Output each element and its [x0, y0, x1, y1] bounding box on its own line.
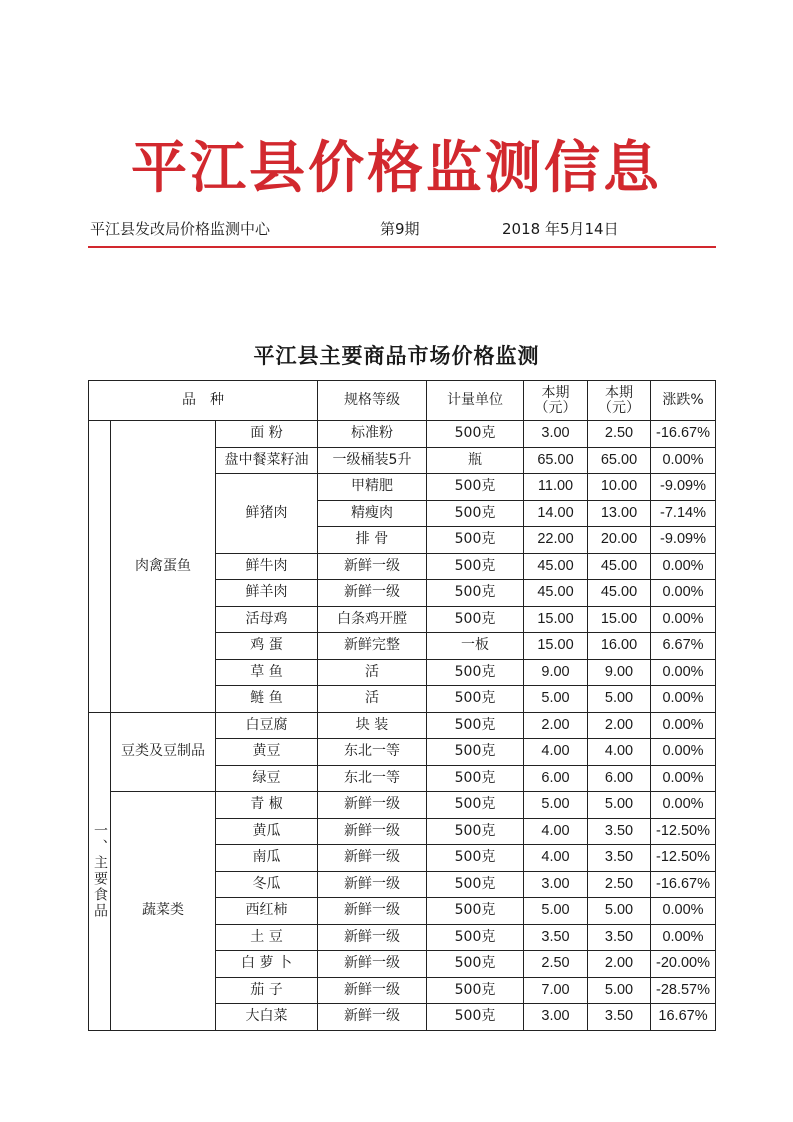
change-cell: -20.00%: [651, 951, 716, 978]
previous-price-cell: 16.00: [588, 633, 651, 660]
current-price-cell: 9.00: [524, 659, 588, 686]
previous-price-cell: 2.00: [588, 951, 651, 978]
unit-cell: 500克: [427, 924, 524, 951]
item-name-cell: 鲜羊肉: [216, 580, 318, 607]
unit-cell: 500克: [427, 845, 524, 872]
current-price-cell: 4.00: [524, 845, 588, 872]
red-divider: [88, 246, 716, 248]
spec-cell: 排 骨: [318, 527, 427, 554]
current-price-cell: 14.00: [524, 500, 588, 527]
current-price-cell: 2.50: [524, 951, 588, 978]
unit-cell: 500克: [427, 871, 524, 898]
spec-cell: 活: [318, 686, 427, 713]
masthead-title: 平江县价格监测信息: [131, 135, 662, 201]
table-body: [89, 421, 716, 1031]
previous-price-cell: 45.00: [588, 553, 651, 580]
item-name-cell: 鲜猪肉: [216, 474, 318, 554]
item-name-cell: 鲢 鱼: [216, 686, 318, 713]
unit-cell: 500克: [427, 500, 524, 527]
change-cell: 0.00%: [651, 792, 716, 819]
previous-price-cell: 5.00: [588, 898, 651, 925]
unit-cell: 500克: [427, 977, 524, 1004]
spec-cell: 甲精肥: [318, 474, 427, 501]
item-name-cell: 南瓜: [216, 845, 318, 872]
spec-cell: 新鲜一级: [318, 977, 427, 1004]
current-price-cell: 5.00: [524, 686, 588, 713]
previous-price-cell: 13.00: [588, 500, 651, 527]
change-cell: -9.09%: [651, 527, 716, 554]
category-cell: 蔬菜类: [111, 792, 216, 1031]
unit-cell: 500克: [427, 1004, 524, 1031]
unit-cell: 500克: [427, 951, 524, 978]
item-name-cell: 黄瓜: [216, 818, 318, 845]
issue-number: 第9期: [380, 220, 420, 238]
previous-price-cell: 2.50: [588, 421, 651, 448]
section-cell: [89, 712, 111, 1030]
previous-price-cell: 2.00: [588, 712, 651, 739]
spec-cell: 新鲜一级: [318, 1004, 427, 1031]
change-cell: 16.67%: [651, 1004, 716, 1031]
spec-cell: 新鲜一级: [318, 792, 427, 819]
spec-cell: 新鲜一级: [318, 845, 427, 872]
current-price-cell: 45.00: [524, 553, 588, 580]
header-change: 涨跌%: [651, 381, 716, 421]
table-row: [89, 712, 716, 739]
spec-cell: 新鲜一级: [318, 818, 427, 845]
change-cell: -16.67%: [651, 871, 716, 898]
section-label: 一、主要食品: [92, 823, 108, 919]
current-price-cell: 6.00: [524, 765, 588, 792]
unit-cell: 500克: [427, 659, 524, 686]
change-cell: -12.50%: [651, 845, 716, 872]
spec-cell: 新鲜一级: [318, 898, 427, 925]
previous-price-cell: 6.00: [588, 765, 651, 792]
header-variety: 品 种: [89, 381, 318, 421]
category-cell: 豆类及豆制品: [111, 712, 216, 792]
table-header-row: [89, 381, 716, 421]
table-row: [89, 421, 716, 448]
change-cell: 0.00%: [651, 924, 716, 951]
unit-cell: 500克: [427, 712, 524, 739]
item-name-cell: 土 豆: [216, 924, 318, 951]
unit-cell: 500克: [427, 527, 524, 554]
change-cell: 0.00%: [651, 580, 716, 607]
item-name-cell: 白 萝 卜: [216, 951, 318, 978]
item-name-cell: 面 粉: [216, 421, 318, 448]
current-price-cell: 15.00: [524, 633, 588, 660]
unit-cell: 500克: [427, 898, 524, 925]
current-price-cell: 3.00: [524, 871, 588, 898]
spec-cell: 块 装: [318, 712, 427, 739]
change-cell: 0.00%: [651, 447, 716, 474]
current-price-cell: 2.00: [524, 712, 588, 739]
item-name-cell: 西红柿: [216, 898, 318, 925]
issue-date: 2018 年5月14日: [502, 220, 619, 238]
item-name-cell: 青 椒: [216, 792, 318, 819]
previous-price-cell: 2.50: [588, 871, 651, 898]
item-name-cell: 草 鱼: [216, 659, 318, 686]
issuing-org: 平江县发改局价格监测中心: [90, 220, 271, 238]
spec-cell: 新鲜一级: [318, 580, 427, 607]
unit-cell: 500克: [427, 421, 524, 448]
unit-cell: 500克: [427, 739, 524, 766]
item-name-cell: 鲜牛肉: [216, 553, 318, 580]
previous-price-cell: 5.00: [588, 792, 651, 819]
previous-price-cell: 9.00: [588, 659, 651, 686]
item-name-cell: 绿豆: [216, 765, 318, 792]
change-cell: -16.67%: [651, 421, 716, 448]
spec-cell: 白条鸡开膛: [318, 606, 427, 633]
change-cell: 0.00%: [651, 765, 716, 792]
change-cell: -28.57%: [651, 977, 716, 1004]
item-name-cell: 茄 子: [216, 977, 318, 1004]
previous-price-cell: 3.50: [588, 845, 651, 872]
unit-cell: 瓶: [427, 447, 524, 474]
change-cell: -12.50%: [651, 818, 716, 845]
spec-cell: 新鲜一级: [318, 951, 427, 978]
section-blank-cell: [89, 421, 111, 713]
category-cell: 肉禽蛋鱼: [111, 421, 216, 713]
unit-cell: 500克: [427, 606, 524, 633]
previous-price-cell: 3.50: [588, 924, 651, 951]
change-cell: 0.00%: [651, 553, 716, 580]
item-name-cell: 冬瓜: [216, 871, 318, 898]
spec-cell: 新鲜一级: [318, 871, 427, 898]
spec-cell: 活: [318, 659, 427, 686]
change-cell: 0.00%: [651, 606, 716, 633]
spec-cell: 东北一等: [318, 765, 427, 792]
change-cell: 0.00%: [651, 898, 716, 925]
change-cell: 6.67%: [651, 633, 716, 660]
unit-cell: 500克: [427, 818, 524, 845]
current-price-cell: 3.00: [524, 421, 588, 448]
current-price-cell: 45.00: [524, 580, 588, 607]
spec-cell: 新鲜一级: [318, 924, 427, 951]
item-name-cell: 活母鸡: [216, 606, 318, 633]
unit-cell: 500克: [427, 474, 524, 501]
spec-cell: 新鲜完整: [318, 633, 427, 660]
spec-cell: 标准粉: [318, 421, 427, 448]
spec-cell: 新鲜一级: [318, 553, 427, 580]
header-spec: 规格等级: [318, 381, 427, 421]
change-cell: -9.09%: [651, 474, 716, 501]
item-name-cell: 盘中餐菜籽油: [216, 447, 318, 474]
previous-price-cell: 4.00: [588, 739, 651, 766]
unit-cell: 500克: [427, 580, 524, 607]
current-price-cell: 5.00: [524, 792, 588, 819]
previous-price-cell: 15.00: [588, 606, 651, 633]
change-cell: 0.00%: [651, 712, 716, 739]
current-price-cell: 4.00: [524, 739, 588, 766]
table-title: 平江县主要商品市场价格监测: [253, 344, 540, 368]
previous-price-cell: 5.00: [588, 686, 651, 713]
issue-info: [90, 218, 714, 238]
previous-price-cell: 65.00: [588, 447, 651, 474]
unit-cell: 一板: [427, 633, 524, 660]
unit-cell: 500克: [427, 686, 524, 713]
previous-price-cell: 5.00: [588, 977, 651, 1004]
current-price-cell: 7.00: [524, 977, 588, 1004]
current-price-cell: 65.00: [524, 447, 588, 474]
spec-cell: 一级桶装5升: [318, 447, 427, 474]
spec-cell: 东北一等: [318, 739, 427, 766]
current-price-cell: 11.00: [524, 474, 588, 501]
table-row: [89, 792, 716, 819]
current-price-cell: 22.00: [524, 527, 588, 554]
current-price-cell: 5.00: [524, 898, 588, 925]
header-current-price: 本期 （元）: [524, 381, 588, 421]
item-name-cell: 大白菜: [216, 1004, 318, 1031]
item-name-cell: 鸡 蛋: [216, 633, 318, 660]
previous-price-cell: 45.00: [588, 580, 651, 607]
unit-cell: 500克: [427, 792, 524, 819]
change-cell: -7.14%: [651, 500, 716, 527]
change-cell: 0.00%: [651, 686, 716, 713]
spec-cell: 精瘦肉: [318, 500, 427, 527]
item-name-cell: 黄豆: [216, 739, 318, 766]
item-name-cell: 白豆腐: [216, 712, 318, 739]
change-cell: 0.00%: [651, 739, 716, 766]
current-price-cell: 3.00: [524, 1004, 588, 1031]
previous-price-cell: 20.00: [588, 527, 651, 554]
current-price-cell: 15.00: [524, 606, 588, 633]
unit-cell: 500克: [427, 765, 524, 792]
unit-cell: 500克: [427, 553, 524, 580]
header-unit: 计量单位: [427, 381, 524, 421]
previous-price-cell: 10.00: [588, 474, 651, 501]
previous-price-cell: 3.50: [588, 818, 651, 845]
header-previous-price: 本期 （元）: [588, 381, 651, 421]
current-price-cell: 4.00: [524, 818, 588, 845]
price-table: [88, 380, 716, 1031]
previous-price-cell: 3.50: [588, 1004, 651, 1031]
change-cell: 0.00%: [651, 659, 716, 686]
current-price-cell: 3.50: [524, 924, 588, 951]
